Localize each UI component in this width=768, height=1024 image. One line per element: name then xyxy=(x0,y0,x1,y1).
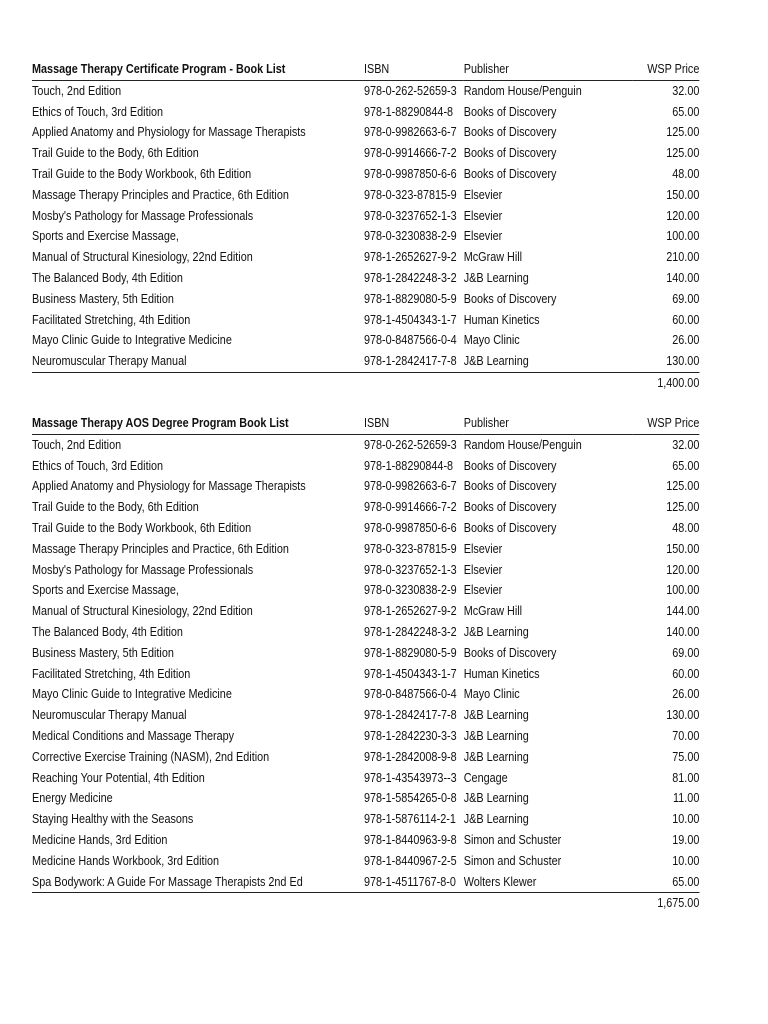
table-row xyxy=(32,456,699,477)
price-cell: 19.00 xyxy=(672,832,700,847)
aos-degree-section xyxy=(32,413,768,913)
isbn-cell: 978-1-2652627-9-2 xyxy=(363,604,457,619)
book-title-cell: Business Mastery, 5th Edition xyxy=(32,291,174,306)
publisher-cell: Human Kinetics xyxy=(463,312,540,327)
table-row xyxy=(32,226,699,247)
price-cell: 10.00 xyxy=(672,853,700,868)
price-cell: 69.00 xyxy=(672,645,700,660)
price-column-header: WSP Price xyxy=(632,59,699,80)
isbn-cell: 978-0-9914666-7-2 xyxy=(363,146,457,161)
price-cell: 150.00 xyxy=(666,541,700,556)
isbn-cell: 978-1-5876114-2-1 xyxy=(363,812,456,827)
table-row xyxy=(32,143,699,164)
publisher-cell: Random House/Penguin xyxy=(463,437,582,452)
book-title-cell: Manual of Structural Kinesiology, 22nd Edition xyxy=(32,250,253,265)
price-cell: 125.00 xyxy=(666,479,700,494)
certificate-book-table xyxy=(32,59,699,393)
price-cell: 144.00 xyxy=(666,604,700,619)
isbn-cell: 978-0-3237652-1-3 xyxy=(363,562,457,577)
isbn-cell: 978-0-323-87815-9 xyxy=(363,187,457,202)
section-title: Massage Therapy Certificate Program - Book List xyxy=(32,59,364,80)
table-row xyxy=(32,330,699,351)
isbn-cell: 978-1-2842230-3-3 xyxy=(363,728,457,743)
table-row xyxy=(32,664,699,685)
publisher-cell: Books of Discovery xyxy=(463,458,557,473)
table-row xyxy=(32,809,699,830)
isbn-cell: 978-0-9982663-6-7 xyxy=(363,479,457,494)
book-title-cell: Spa Bodywork: A Guide For Massage Therapists 2nd Ed xyxy=(32,872,364,893)
price-cell: 70.00 xyxy=(672,728,700,743)
isbn-cell: 978-0-9914666-7-2 xyxy=(363,500,457,515)
book-title-cell: Touch, 2nd Edition xyxy=(32,437,122,452)
table-row xyxy=(32,851,699,872)
table-row xyxy=(32,289,699,310)
table-row xyxy=(32,185,699,206)
book-title-cell: Mosby's Pathology for Massage Professionals xyxy=(32,562,254,577)
book-title-cell: Trail Guide to the Body, 6th Edition xyxy=(32,500,199,515)
isbn-cell: 978-1-2842248-3-2 xyxy=(363,624,457,639)
total-price: 1,675.00 xyxy=(657,896,700,911)
book-title-cell: Medical Conditions and Massage Therapy xyxy=(32,728,235,743)
table-row xyxy=(32,830,699,851)
book-title-cell: Trail Guide to the Body, 6th Edition xyxy=(32,146,199,161)
table-row xyxy=(32,747,699,768)
publisher-cell: J&B Learning xyxy=(463,791,529,806)
publisher-cell: Books of Discovery xyxy=(463,291,557,306)
isbn-cell: 978-1-2842008-9-8 xyxy=(363,749,457,764)
book-title-cell: Applied Anatomy and Physiology for Massage Therapists xyxy=(32,479,306,494)
price-cell: 81.00 xyxy=(672,770,700,785)
book-title-cell: Ethics of Touch, 3rd Edition xyxy=(32,458,164,473)
publisher-cell: J&B Learning xyxy=(463,749,529,764)
isbn-cell: 978-1-2842417-7-8 xyxy=(364,351,464,372)
isbn-cell: 978-0-3237652-1-3 xyxy=(363,208,457,223)
price-cell: 210.00 xyxy=(666,250,700,265)
publisher-cell: Books of Discovery xyxy=(463,500,557,515)
publisher-cell: Books of Discovery xyxy=(463,166,557,181)
section-title: Massage Therapy AOS Degree Program Book List xyxy=(32,413,364,434)
isbn-cell: 978-1-8440967-2-5 xyxy=(363,853,457,868)
table-header-row xyxy=(32,413,699,434)
publisher-cell: Human Kinetics xyxy=(463,666,540,681)
isbn-cell: 978-0-3230838-2-9 xyxy=(363,229,457,244)
publisher-cell: McGraw Hill xyxy=(463,604,523,619)
table-row xyxy=(32,539,699,560)
book-title-cell: The Balanced Body, 4th Edition xyxy=(32,624,183,639)
book-title-cell: Medicine Hands Workbook, 3rd Edition xyxy=(32,853,220,868)
publisher-cell: J&B Learning xyxy=(463,708,529,723)
certificate-program-section xyxy=(32,59,768,393)
publisher-cell: Elsevier xyxy=(463,187,503,202)
price-cell: 125.00 xyxy=(666,500,700,515)
price-cell: 120.00 xyxy=(666,208,700,223)
book-title-cell: Touch, 2nd Edition xyxy=(32,83,122,98)
table-header-row xyxy=(32,59,699,80)
book-title-cell: Manual of Structural Kinesiology, 22nd Edition xyxy=(32,604,253,619)
table-row xyxy=(32,122,699,143)
price-cell: 140.00 xyxy=(666,270,700,285)
table-row xyxy=(32,768,699,789)
book-title-cell: Mayo Clinic Guide to Integrative Medicine xyxy=(32,687,232,702)
table-row xyxy=(32,310,699,331)
table-row xyxy=(32,80,699,101)
book-title-cell: Ethics of Touch, 3rd Edition xyxy=(32,104,164,119)
price-cell: 11.00 xyxy=(673,791,700,806)
publisher-cell: Books of Discovery xyxy=(463,125,557,140)
table-row xyxy=(32,872,699,893)
book-title-cell: Mayo Clinic Guide to Integrative Medicine xyxy=(32,333,232,348)
book-title-cell: Facilitated Stretching, 4th Edition xyxy=(32,312,191,327)
table-row xyxy=(32,247,699,268)
price-cell: 125.00 xyxy=(666,146,700,161)
isbn-cell: 978-0-262-52659-3 xyxy=(363,437,457,452)
book-title-cell: Sports and Exercise Massage, xyxy=(32,583,179,598)
table-row xyxy=(32,164,699,185)
price-cell: 75.00 xyxy=(672,749,700,764)
book-title-cell: Corrective Exercise Training (NASM), 2nd Edition xyxy=(32,749,270,764)
isbn-cell: 978-1-2842417-7-8 xyxy=(363,708,457,723)
table-row xyxy=(32,351,699,372)
total-price: 1,400.00 xyxy=(657,375,700,390)
publisher-column-header: Publisher xyxy=(464,413,633,434)
book-title-cell: Mosby's Pathology for Massage Professionals xyxy=(32,208,254,223)
table-row xyxy=(32,643,699,664)
book-title-cell: Trail Guide to the Body Workbook, 6th Edition xyxy=(32,520,252,535)
publisher-cell: Simon and Schuster xyxy=(463,853,562,868)
publisher-cell: Simon and Schuster xyxy=(463,832,562,847)
publisher-cell: Cengage xyxy=(463,770,508,785)
table-row xyxy=(32,580,699,601)
price-cell: 32.00 xyxy=(672,83,700,98)
isbn-cell: 978-1-4511767-8-0 xyxy=(364,872,464,893)
isbn-cell: 978-1-4504343-1-7 xyxy=(363,312,457,327)
price-cell: 60.00 xyxy=(672,666,700,681)
price-column-header: WSP Price xyxy=(632,413,699,434)
price-cell: 60.00 xyxy=(672,312,700,327)
publisher-cell: Books of Discovery xyxy=(463,479,557,494)
table-row xyxy=(32,684,699,705)
isbn-cell: 978-1-2842248-3-2 xyxy=(363,270,457,285)
table-row xyxy=(32,268,699,289)
book-title-cell: Facilitated Stretching, 4th Edition xyxy=(32,666,191,681)
isbn-cell: 978-1-8829080-5-9 xyxy=(363,645,457,660)
price-cell: 26.00 xyxy=(672,687,700,702)
publisher-cell: Books of Discovery xyxy=(463,104,557,119)
publisher-cell: Elsevier xyxy=(463,583,503,598)
publisher-cell: J&B Learning xyxy=(463,270,529,285)
publisher-cell: Books of Discovery xyxy=(463,520,557,535)
book-title-cell: Massage Therapy Principles and Practice, 6th Edition xyxy=(32,187,289,202)
table-row xyxy=(32,497,699,518)
table-row xyxy=(32,601,699,622)
isbn-cell: 978-0-323-87815-9 xyxy=(363,541,457,556)
price-cell: 65.00 xyxy=(632,872,699,893)
publisher-cell: J&B Learning xyxy=(464,351,633,372)
book-title-cell: Business Mastery, 5th Edition xyxy=(32,645,174,660)
book-title-cell: The Balanced Body, 4th Edition xyxy=(32,270,183,285)
book-title-cell: Neuromuscular Therapy Manual xyxy=(32,351,364,372)
book-title-cell: Applied Anatomy and Physiology for Massage Therapists xyxy=(32,125,306,140)
book-title-cell: Staying Healthy with the Seasons xyxy=(32,812,194,827)
price-cell: 100.00 xyxy=(666,583,700,598)
price-cell: 48.00 xyxy=(672,520,700,535)
isbn-cell: 978-1-5854265-0-8 xyxy=(363,791,457,806)
price-cell: 65.00 xyxy=(672,104,700,119)
price-cell: 10.00 xyxy=(672,812,700,827)
book-title-cell: Massage Therapy Principles and Practice, 6th Edition xyxy=(32,541,289,556)
book-title-cell: Energy Medicine xyxy=(32,791,113,806)
isbn-cell: 978-0-3230838-2-9 xyxy=(363,583,457,598)
isbn-cell: 978-1-2652627-9-2 xyxy=(363,250,457,265)
publisher-cell: J&B Learning xyxy=(463,624,529,639)
publisher-cell: J&B Learning xyxy=(463,728,529,743)
price-cell: 32.00 xyxy=(672,437,700,452)
price-cell: 48.00 xyxy=(672,166,700,181)
isbn-cell: 978-0-8487566-0-4 xyxy=(363,687,457,702)
publisher-cell: Elsevier xyxy=(463,541,503,556)
isbn-cell: 978-1-43543973--3 xyxy=(363,770,457,785)
price-cell: 130.00 xyxy=(632,351,699,372)
publisher-cell: Elsevier xyxy=(463,562,503,577)
publisher-cell: Wolters Klewer xyxy=(464,872,633,893)
book-title-cell: Sports and Exercise Massage, xyxy=(32,229,179,244)
isbn-cell: 978-1-88290844-8 xyxy=(363,104,454,119)
price-cell: 69.00 xyxy=(672,291,700,306)
table-row xyxy=(32,206,699,227)
isbn-cell: 978-0-262-52659-3 xyxy=(363,83,457,98)
publisher-cell: Random House/Penguin xyxy=(463,83,582,98)
isbn-column-header: ISBN xyxy=(364,59,464,80)
table-row xyxy=(32,726,699,747)
isbn-cell: 978-0-9982663-6-7 xyxy=(363,125,457,140)
book-title-cell: Neuromuscular Therapy Manual xyxy=(32,708,187,723)
price-cell: 100.00 xyxy=(666,229,700,244)
table-row xyxy=(32,102,699,123)
table-row xyxy=(32,518,699,539)
publisher-cell: Books of Discovery xyxy=(463,146,557,161)
publisher-cell: McGraw Hill xyxy=(463,250,523,265)
publisher-cell: J&B Learning xyxy=(463,812,529,827)
isbn-cell: 978-0-9987850-6-6 xyxy=(363,520,457,535)
isbn-cell: 978-0-8487566-0-4 xyxy=(363,333,457,348)
book-title-cell: Medicine Hands, 3rd Edition xyxy=(32,832,168,847)
table-row xyxy=(32,622,699,643)
isbn-cell: 978-1-8440963-9-8 xyxy=(363,832,457,847)
table-row xyxy=(32,434,699,455)
price-cell: 130.00 xyxy=(666,708,700,723)
table-row xyxy=(32,476,699,497)
publisher-column-header: Publisher xyxy=(464,59,633,80)
price-cell: 26.00 xyxy=(672,333,700,348)
total-row xyxy=(32,372,699,393)
publisher-cell: Elsevier xyxy=(463,229,503,244)
book-title-cell: Reaching Your Potential, 4th Edition xyxy=(32,770,205,785)
table-row xyxy=(32,705,699,726)
publisher-cell: Elsevier xyxy=(463,208,503,223)
price-cell: 65.00 xyxy=(672,458,700,473)
book-title-cell: Trail Guide to the Body Workbook, 6th Edition xyxy=(32,166,252,181)
isbn-cell: 978-0-9987850-6-6 xyxy=(363,166,457,181)
price-cell: 140.00 xyxy=(666,624,700,639)
publisher-cell: Mayo Clinic xyxy=(463,333,520,348)
isbn-column-header: ISBN xyxy=(364,413,464,434)
price-cell: 150.00 xyxy=(666,187,700,202)
isbn-cell: 978-1-8829080-5-9 xyxy=(363,291,457,306)
publisher-cell: Mayo Clinic xyxy=(463,687,520,702)
table-row xyxy=(32,788,699,809)
isbn-cell: 978-1-88290844-8 xyxy=(363,458,454,473)
price-cell: 125.00 xyxy=(666,125,700,140)
aos-book-table xyxy=(32,413,699,913)
total-row xyxy=(32,893,699,914)
isbn-cell: 978-1-4504343-1-7 xyxy=(363,666,457,681)
publisher-cell: Books of Discovery xyxy=(463,645,557,660)
table-row xyxy=(32,560,699,581)
price-cell: 120.00 xyxy=(666,562,700,577)
